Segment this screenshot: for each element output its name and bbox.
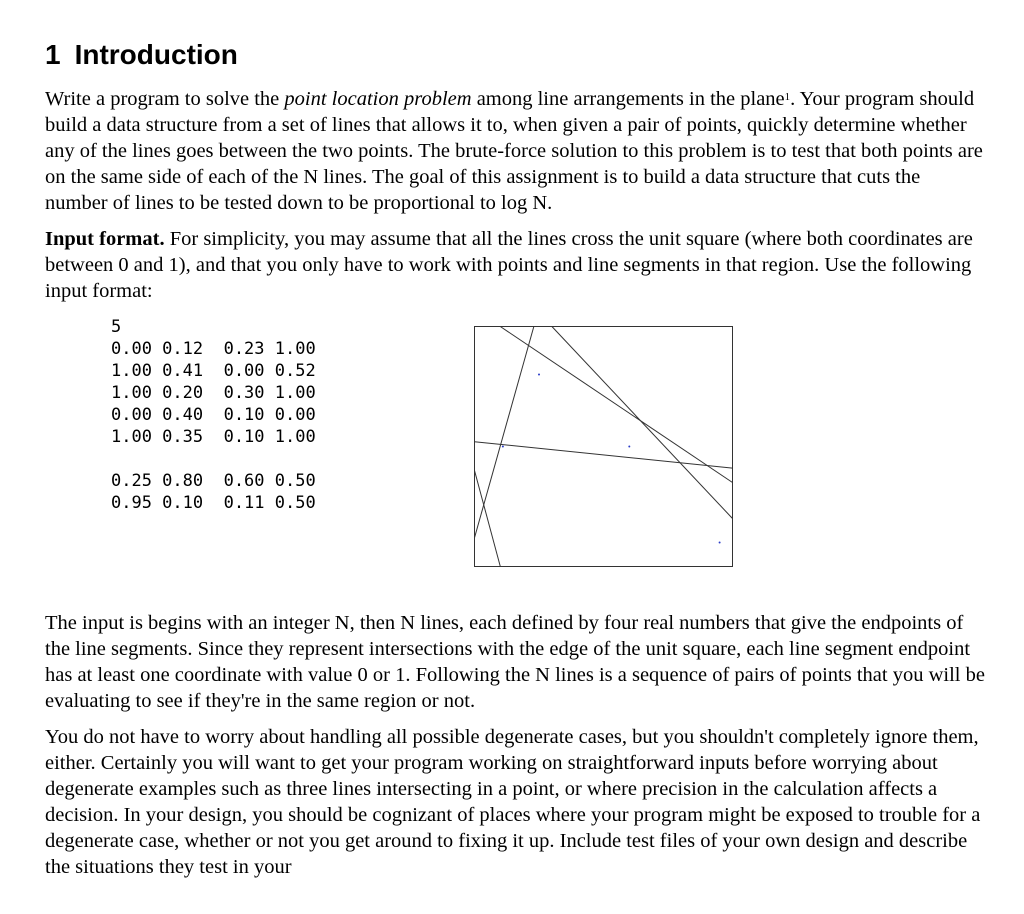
- intro-emphasis: point location problem: [284, 88, 472, 110]
- arrangement-line-3: [552, 327, 733, 519]
- input-format-text: For simplicity, you may assume that all the lines cross the unit square (where both coordinates are between 0 and 1), and that you only have to work with points and line segments in that region. Use the following input format:: [45, 228, 973, 302]
- query-point-1: [538, 374, 540, 376]
- footnote-marker: 1: [784, 91, 791, 103]
- line-arrangement-figure: [474, 326, 734, 568]
- input-example: [45, 314, 985, 604]
- unit-square: [475, 327, 733, 567]
- intro-paragraph: [45, 86, 985, 216]
- query-point-2: [628, 446, 630, 448]
- document-page: [45, 38, 985, 890]
- query-point-4: [502, 446, 504, 448]
- arrangement-line-5: [500, 327, 732, 483]
- sample-input-code: 5 0.00 0.12 0.23 1.00 1.00 0.41 0.00 0.52 1.00 0.20 0.30 1.00 0.00 0.40 0.10 0.00 1.00 0.35 0.10 1.00 0.25 0.80 0.60 0.50 0.95 0.10 0.11 0.50: [111, 317, 316, 513]
- input-format-label: Input format.: [45, 228, 165, 250]
- section-heading: [45, 38, 985, 72]
- intro-text-3: . Your program should build a data structure from a set of lines that allows it to, when given a pair of points, quickly determine whether any of the lines goes between the two points. The brute-force solution to this problem is to test that both points are on the same side of each of the N lines. The goal of this assignment is to build a data structure that cuts the number of lines to be tested down to be proportional to log N.: [45, 88, 983, 214]
- section-title: Introduction: [74, 39, 238, 70]
- input-description-paragraph: The input is begins with an integer N, then N lines, each defined by four real numbers that give the endpoints of the line segments. Since they represent intersections with the edge of the unit square, each line segment endpoint has at least one coordinate with value 0 or 1. Following the N lines is a sequence of pairs of points that you will be evaluating to see if they're in the same region or not.: [45, 612, 985, 712]
- intro-text-2: among line arrangements in the plane: [471, 88, 785, 110]
- intro-text-1: Write a program to solve the: [45, 88, 285, 110]
- arrangement-line-1: [475, 327, 534, 538]
- input-format-paragraph: [45, 226, 985, 304]
- arrangement-line-2: [475, 442, 733, 468]
- degenerate-cases-paragraph: You do not have to worry about handling all possible degenerate cases, but you shouldn't completely ignore them, either. Certainly you will want to get your program working on straightforward inputs before worrying about degenerate examples such as three lines intersecting in a point, or where precision in the calculation affects a decision. In your design, you should be cognizant of places where your program might be exposed to trouble for a degenerate case, whether or not you get around to fixing it up. Include test files of your own design and describe the situations they test in your: [45, 726, 981, 878]
- section-number: 1: [45, 39, 61, 70]
- query-point-3: [719, 542, 721, 544]
- arrangement-line-4: [475, 471, 501, 567]
